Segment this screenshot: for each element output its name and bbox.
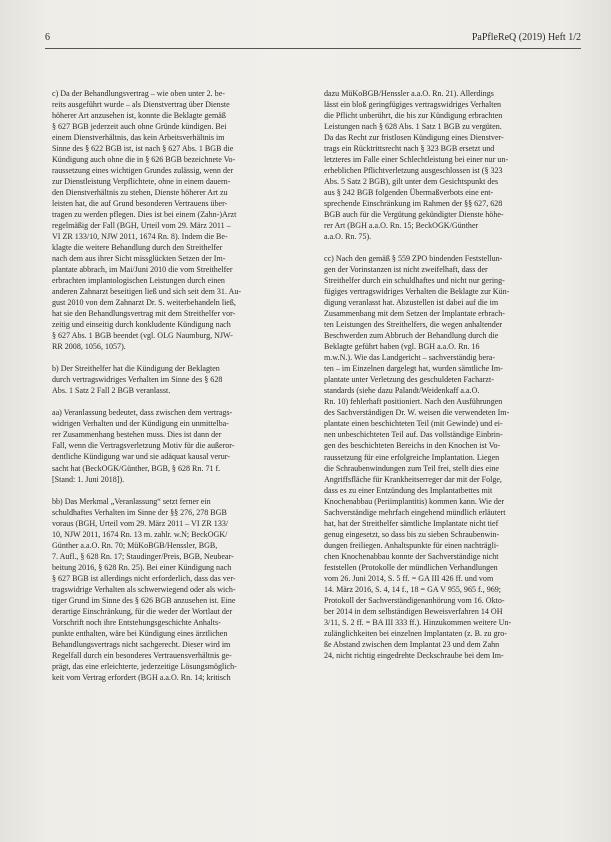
right-column-text-line: des Sachverständigen Dr. W. weisen die verwendeten Im- [324,408,510,418]
left-column-text-line: klagte die weitere Behandlung durch den Streithelfer [52,243,223,253]
left-column-text-line: leisten hat, die auf Grund besonderen Vertrauens über- [52,199,228,209]
left-column-text-line: Vorschrift noch ihre Entstehungsgeschichte Anhalts- [52,617,221,627]
right-column-text-line: die Schraubenwindungen zum Teil frei, stellt dies eine [324,463,499,473]
right-column-text-line: erheblichen Pflichtverletzung ausgeschlossen ist (§ 323 [324,166,503,176]
left-text-column [52,88,310,683]
left-column-text-line: § 627 BGB jederzeit auch ohne Gründe kündigen. Bei [52,122,227,132]
left-column-text-line: bb) Das Merkmal „Veranlassung“ setzt ferner ein [52,496,211,506]
right-column-text-line: dazu MüKoBGB/Henssler a.a.O. Rn. 21). Allerdings [324,89,494,98]
left-column-text-line: hat sie den Behandlungsvertrag mit dem Streithelfer vor- [52,309,236,319]
left-column-text-line: reits ausgeführt wurde – als Dienstvertrag über Dienste [52,100,230,110]
right-column-text-line: Leistungen nach § 628 Abs. 1 Satz 1 BGB zu vergüten. [324,122,502,132]
left-column-text-line: regelmäßig der Fall (BGH, Urteil vom 29. März 2011 – [52,221,231,231]
right-column-text-line: digung veranlasst hat. Abzustellen ist dabei auf die im [324,298,499,308]
left-column-text-line: sacht hat (BeckOGK/Günther, BGB, § 628 Rn. 71 f. [52,463,221,473]
right-column-paragraph-gap [324,242,582,253]
left-column-text-line: gust 2010 von dem Zahnarzt Dr. S. weiterbehandeln ließ, [52,298,236,308]
left-column-text-line: rer Zusammenhang bestehen muss. Dies ist dann der [52,430,222,440]
right-column-text-line: raussetzung für eine erfolgreiche Implantation. Liegen [324,452,500,462]
left-column-text-line: dentliche Kündigung war und sie adäquat kausal verur- [52,452,230,462]
left-column-text-line: beitung 2016, § 628 Rn. 25). Bei einer Kündigung nach [52,562,232,572]
right-column-text-line: hat, hat der Streithelfer sämtliche Implantate nicht tief [324,518,499,528]
left-column-text-line: 10, NJW 2011, 1674 Rn. 13 m. zahlr. w.N; BeckOGK/ [52,529,228,539]
left-column-paragraph-gap [52,396,310,407]
right-column-text-line: feststellen (Protokolle der mündlichen Verhandlungen [324,562,498,572]
right-column-text-line: Rn. 10) fehlerhaft positioniert. Nach den Ausführungen [324,397,503,407]
right-column-text-line: nen unbeschichteten Teil auf. Das vollständige Einbrin- [324,430,503,440]
right-column-text-line: BGB auch für die Vergütung gekündigter Dienste höhe- [324,210,504,220]
right-column-text-line: Da das Recht zur fristlosen Kündigung eines Dienstver- [324,133,504,143]
left-column-text-line: c) Da der Behandlungsvertrag – wie oben unter 2. be- [52,89,225,98]
right-column-text-line: gen der Vorinstanzen ist nicht zweifelhaft, dass der [324,265,488,275]
left-column-text-line: zeitig und einseitig durch konkludente Kündigung nach [52,320,231,330]
right-column-text-line: fügiges vertragswidriges Verhalten die Beklagte zur Kün- [324,287,510,297]
left-column-text-line: Sinne des § 622 BGB ist, ist nach § 627 Abs. 1 BGB die [52,144,234,154]
right-column-text-line: vom 26. Juni 2014, S. 5 ff. = GA III 426 ff. und vom [324,573,494,583]
left-column-text-line: § 627 Abs. 1 BGB beendet (vgl. OLG Naumburg, NJW- [52,331,233,341]
right-column-text-line: Beklagte geführt haben (vgl. BGH a.a.O. Rn. 16 [324,342,480,352]
journal-citation: PaPfleReQ (2019) Heft 1/2 [471,32,581,43]
right-text-column [324,88,582,661]
left-column-text-line: Regelfall durch ein besonderes Vertrauensverhältnis ge- [52,650,232,660]
header-rule [45,48,581,49]
left-column-text-line: Kündigung auch ohne die in § 626 BGB bezeichnete Vo- [52,155,236,165]
right-column-text-line: 24, nicht richtig eingedrehte Deckschraube bei dem Im- [324,650,504,660]
right-column-text-line: dass es zu einer Entzündung des Implantatbettes mit [324,485,493,495]
left-column-text-line: VI ZR 133/10, NJW 2011, 1674 Rn. 8). Indem die Be- [52,232,228,242]
right-column-text-line: ber 2014 in dem selbständigen Beweisverfahren 14 OH [324,606,503,616]
right-column-text-line: dungen freiliegen. Anhaltspunkte für einen nachträgli- [324,540,499,550]
right-column-text-line: Zusammenhang mit dem Setzen der Implantate erbrach- [324,309,505,319]
left-column-text-line: voraus (BGH, Urteil vom 29. März 2011 – VI ZR 133/ [52,518,229,528]
left-column-text-line: Abs. 1 Satz 2 Fall 2 BGB veranlasst. [52,386,171,396]
left-column-text-line: widrigen Verhalten und der Kündigung ein unmittelba- [52,419,229,429]
right-column-text-line: chen Knochenabbau konnte der Sachverständige nicht [324,551,499,561]
left-column-paragraph-gap [52,352,310,363]
left-column-text-line: aa) Veranlassung bedeutet, dass zwischen dem vertrags- [52,408,233,418]
left-column-text-line: raussetzung eines wichtigen Grundes zulässig, wenn der [52,166,234,176]
left-column-text-line: tiger Grund im Sinne des § 626 BGB anzusehen ist. Eine [52,595,236,605]
left-column-text-line: schuldhaftes Verhalten im Sinne der §§ 276, 278 BGB [52,507,227,517]
right-column-text-line: m.w.N.). Wie das Landgericht – sachverständig bera- [324,353,496,363]
left-column-text-line: durch vertragswidriges Verhalten im Sinne des § 628 [52,375,223,385]
right-column-text-line: 14. März 2016, S. 4, 14 f., 18 = GA V 955, 965 f., 969; [324,584,502,594]
left-column-text-line: punkte enthalten, wäre bei Kündigung eines ärztlichen [52,628,228,638]
right-column-text-line: Angriffsfläche für Krankheitserreger dar mit der Folge, [324,474,502,484]
right-column-text-line: ten – im Einzelnen dargelegt hat, wurden sämtliche Im- [324,364,503,374]
right-column-text-line: trags ein Rücktrittsrecht nach § 323 BGB ersetzt und [324,144,495,154]
left-column-text-line: zur Dienstleistung Verpflichtete, ohne in einem dauern- [52,177,231,187]
left-column-text-line: den Dienstverhältnis zu stehen, Dienste höherer Art zu [52,188,228,198]
left-column-text-line: derartige Einschränkung, für die weder der Wortlaut der [52,606,233,616]
left-column-text-line: 7. Aufl., § 628 Rn. 17; Staudinger/Preis, BGB, Neubear- [52,551,234,561]
right-column-text-line: cc) Nach den gemäß § 559 ZPO bindenden Feststellun- [324,254,503,264]
left-column-text-line: höherer Art anzusehen ist, konnte die Beklagte gemäß [52,111,226,121]
right-column-text-line: sprechende Einschränkung im Rahmen der §§ 627, 628 [324,199,503,209]
right-column-text-line: plantate einen beschichteten Teil (mit Gewinde) und ei- [324,419,503,429]
left-column-paragraph-gap [52,485,310,496]
right-column-text-line: Streithelfer durch ein schuldhaftes und nicht nur gering- [324,276,505,286]
left-column-text-line: b) Der Streithelfer hat die Kündigung der Beklagten [52,364,220,374]
right-column-text-line: die Pflicht unberührt, die bis zur Kündigung erbrachten [324,111,503,121]
right-column-text-line: zulänglichkeiten bei einzelnen Implantaten (z. B. zu gro- [324,628,507,638]
right-column-text-line: ten Leistungen des Streithelfers, die wegen anhaltender [324,320,503,330]
page-number: 6 [45,32,50,43]
left-column-text-line: [Stand: 1. Juni 2018]). [52,474,125,484]
page-header [45,32,581,46]
right-column-text-line: ße Abstand zwischen dem Implantat 23 und dem Zahn [324,639,500,649]
right-column-text-line: a.a.O. Rn. 75). [324,232,372,242]
left-column-text-line: plantate abbrach, im Mai/Juni 2010 die vom Streithelfer [52,265,233,275]
left-column-text-line: § 627 BGB ist allerdings nicht erforderlich, dass das ver- [52,573,236,583]
left-column-text-line: tragswidrige Verhalten als schwerwiegend oder als wich- [52,584,236,594]
right-column-text-line: letzteres im Falle einer Schlechtleistung bei einer nur un- [324,155,509,165]
left-column-text-line: tragen zu werden pflegen. Dies ist bei einem (Zahn-)Arzt [52,210,237,220]
left-column-text-line: erbrachten implantologischen Leistungen durch einen [52,276,225,286]
left-column-text-line: keit vom Vertrag erfordert (BGH a.a.O. Rn. 14; kritisch [52,672,231,682]
right-column-text-line: Beschwerden zum Abbruch der Behandlung durch die [324,331,499,341]
right-column-text-line: Knochenabbau (Periimplantitis) kommen kann. Wie der [324,496,505,506]
left-column-text-line: Fall, wenn die Vertragsverletzung Motiv für die außeror- [52,441,235,451]
right-column-text-line: 3/11, S. 2 ff. = BA III 333 ff.). Hinzukommen weitere Un- [324,617,512,627]
left-column-text-line: RR 2008, 1056, 1057). [52,342,126,352]
right-column-text-line: gen des beschichteten Bereichs in den Knochen ist Vo- [324,441,501,451]
right-column-text-line: Abs. 5 Satz 2 BGB), gilt unter dem Gesichtspunkt des [324,177,499,187]
right-column-text-line: lässt ein bloß geringfügiges vertragswidriges Verhalten [324,100,502,110]
left-column-text-line: Behandlungsvertrags nicht sachgerecht. Dieser wird im [52,639,231,649]
left-column-text-line: nach dem aus ihrer Sicht missglückten Setzen der Im- [52,254,226,264]
right-column-text-line: genug eingesetzt, so dass bis zu sieben Schraubenwin- [324,529,500,539]
right-column-text-line: standards (siehe dazu Palandt/Weidenkaff a.a.O. [324,386,480,396]
right-column-text-line: plantate unter Verletzung des geschuldeten Facharzt- [324,375,494,385]
right-column-text-line: Sachverständige mehrfach eingehend mündlich erläutert [324,507,506,517]
left-column-text-line: prägt, das eine erleichterte, jederzeitige Lösungsmöglich- [52,661,237,671]
right-column-text-line: aus § 242 BGB folgenden Übermaßverbots eine ent- [324,188,494,198]
right-column-text-line: rer Art (BGH a.a.O. Rn. 15; BeckOGK/Günther [324,221,479,231]
right-column-text-line: Protokoll der Sachverständigenanhörung vom 16. Okto- [324,595,505,605]
left-column-text-line: anderen Zahnarzt beseitigen ließ und sich seit dem 31. Au- [52,287,242,297]
left-column-text-line: Günther a.a.O. Rn. 70; MüKoBGB/Henssler, BGB, [52,540,218,550]
left-column-text-line: einem Dienstverhältnis, das kein Arbeitsverhältnis im [52,133,225,143]
